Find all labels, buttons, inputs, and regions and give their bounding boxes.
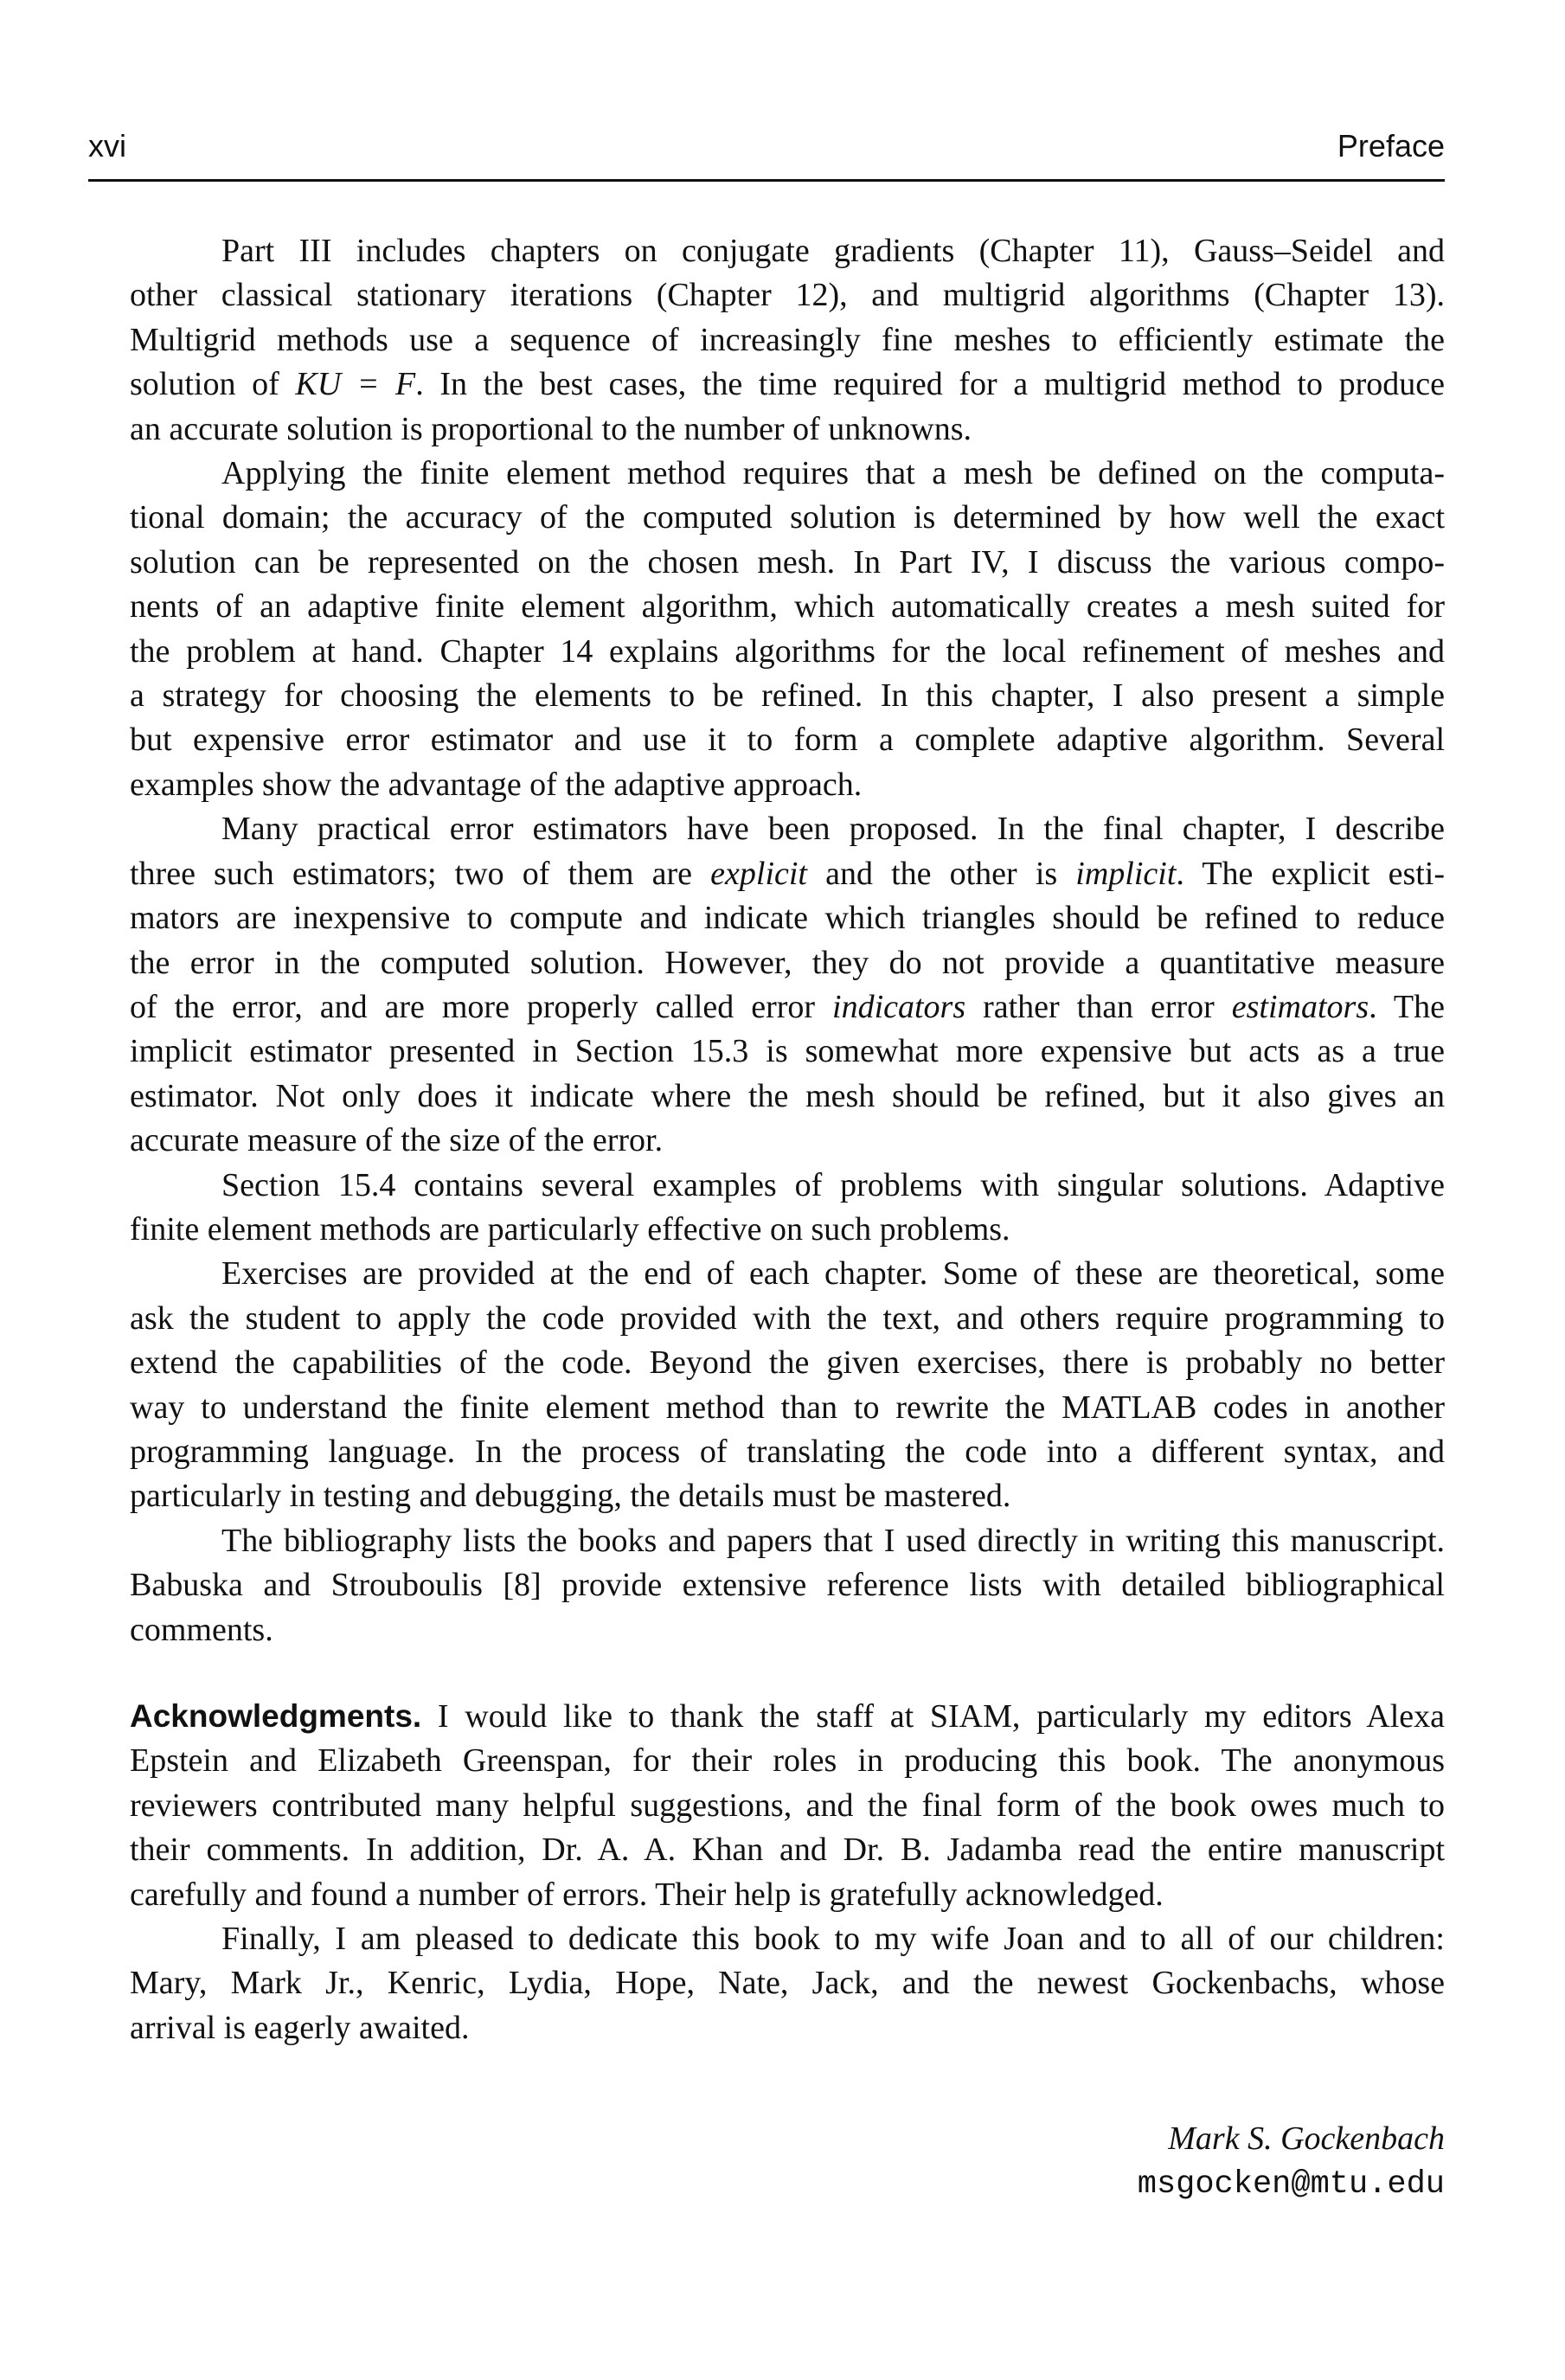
paragraph bbox=[130, 1519, 1445, 1652]
text-line: implicit estimator presented in Section 15.3 is somewhat more expensive but acts as a true bbox=[130, 1033, 1445, 1070]
text-line: the problem at hand. Chapter 14 explains algorithms for the local refinement of meshes and bbox=[130, 632, 1445, 670]
section-heading: Acknowledgments. bbox=[130, 1698, 422, 1734]
text-line bbox=[130, 852, 1445, 896]
text-span: of the error, and are more properly called error bbox=[130, 988, 833, 1025]
text-line: estimator. Not only does it indicate where the mesh should be refined, but it also gives an bbox=[130, 1077, 1445, 1114]
text-span: . The explicit esti- bbox=[1176, 855, 1446, 892]
text-line: carefully and found a number of errors. Their help is gratefully acknowledged. bbox=[130, 1876, 1164, 1913]
text-line: solution can be represented on the chosen mesh. In Part IV, I discuss the various compo- bbox=[130, 543, 1445, 581]
running-header: Preface bbox=[1337, 128, 1445, 164]
text-line: Epstein and Elizabeth Greenspan, for their roles in producing this book. The anonymous bbox=[130, 1742, 1445, 1780]
text-line: but expensive error estimator and use it to form a complete adaptive algorithm. Several bbox=[130, 722, 1445, 759]
text-line: comments. bbox=[130, 1611, 273, 1648]
text-line: Exercises are provided at the end of each chapter. Some of these are theoretical, some bbox=[221, 1255, 1445, 1293]
text-line: their comments. In addition, Dr. A. A. Khan and Dr. B. Jadamba read the entire manuscript bbox=[130, 1832, 1445, 1869]
text-line bbox=[130, 362, 1445, 407]
text-line: extend the capabilities of the code. Beyond the given exercises, there is probably no better bbox=[130, 1344, 1445, 1382]
text-span: three such estimators; two of them are bbox=[130, 855, 711, 892]
paragraph bbox=[130, 1917, 1445, 2050]
page-body bbox=[130, 229, 1445, 2208]
text-line: Mary, Mark Jr., Kenric, Lydia, Hope, Nate, Jack, and the newest Gockenbachs, whose bbox=[130, 1965, 1445, 2002]
paragraph bbox=[130, 452, 1445, 807]
text-line: examples show the advantage of the adaptive approach. bbox=[130, 766, 863, 803]
text-line: Applying the finite element method requires that a mesh be defined on the computa- bbox=[221, 455, 1445, 492]
text-span: and the other is bbox=[807, 855, 1076, 892]
text-line: tional domain; the accuracy of the computed solution is determined by how well the exact bbox=[130, 499, 1445, 536]
text-line: Finally, I am pleased to dedicate this book to my wife Joan and to all of our children: bbox=[221, 1921, 1445, 1958]
text-line: a strategy for choosing the elements to be refined. In this chapter, I also present a simple bbox=[130, 677, 1445, 715]
emphasis-text: indicators bbox=[832, 988, 966, 1025]
text-line: accurate measure of the size of the error. bbox=[130, 1122, 664, 1159]
text-line: finite element methods are particularly effective on such problems. bbox=[130, 1210, 1010, 1248]
page-number: xvi bbox=[88, 128, 126, 164]
author-name: Mark S. Gockenbach bbox=[1168, 2120, 1445, 2158]
text-line: way to understand the finite element method than to rewrite the MATLAB codes in another bbox=[130, 1389, 1445, 1426]
text-line: particularly in testing and debugging, the details must be mastered. bbox=[130, 1478, 1011, 1515]
text-line: the error in the computed solution. However, they do not provide a quantitative measure bbox=[130, 944, 1445, 981]
text-line: arrival is eagerly awaited. bbox=[130, 2009, 470, 2046]
text-span: . In the best cases, the time required for a multigrid method to produce bbox=[415, 366, 1445, 403]
text-line: programming language. In the process of translating the code into a different syntax, and bbox=[130, 1433, 1445, 1470]
text-line: mators are inexpensive to compute and indicate which triangles should be refined to reduce bbox=[130, 900, 1445, 937]
signature bbox=[130, 2116, 1445, 2208]
text-line: Many practical error estimators have been proposed. In the final chapter, I describe bbox=[221, 811, 1445, 848]
text-span: . The bbox=[1369, 988, 1445, 1025]
emphasis-text: estimators bbox=[1231, 988, 1369, 1025]
text-span: rather than error bbox=[965, 988, 1232, 1025]
emphasis-text: implicit bbox=[1075, 855, 1177, 892]
paragraph bbox=[130, 807, 1445, 1163]
text-span: I would like to thank the staff at SIAM, particularly my editors Alexa bbox=[421, 1698, 1445, 1735]
text-line bbox=[130, 985, 1445, 1030]
text-span: solution of bbox=[130, 366, 296, 403]
text-line: Section 15.4 contains several examples of problems with singular solutions. Adaptive bbox=[221, 1166, 1445, 1203]
text-line: reviewers contributed many helpful suggestions, and the final form of the book owes much to bbox=[130, 1787, 1445, 1824]
text-line: an accurate solution is proportional to the number of unknowns. bbox=[130, 410, 972, 447]
paragraph bbox=[130, 1252, 1445, 1518]
paragraph bbox=[130, 229, 1445, 452]
emphasis-text: KU = F bbox=[295, 366, 416, 403]
header-rule bbox=[88, 179, 1445, 182]
emphasis-text: explicit bbox=[710, 855, 807, 892]
paragraph bbox=[130, 1164, 1445, 1253]
acknowledgments-paragraph bbox=[130, 1694, 1445, 1917]
text-line: Part III includes chapters on conjugate gradients (Chapter 11), Gauss–Seidel and bbox=[221, 233, 1445, 269]
text-line: Babuska and Strouboulis [8] provide extensive reference lists with detailed bibliographical bbox=[130, 1567, 1445, 1604]
author-email: msgocken@mtu.edu bbox=[1137, 2166, 1445, 2204]
text-line: other classical stationary iterations (Chapter 12), and multigrid algorithms (Chapter 13). bbox=[130, 277, 1445, 314]
text-line: The bibliography lists the books and papers that I used directly in writing this manuscript. bbox=[221, 1522, 1445, 1559]
text-line: nents of an adaptive finite element algorithm, which automatically creates a mesh suited for bbox=[130, 588, 1445, 625]
text-line bbox=[130, 1694, 1445, 1739]
text-line: Multigrid methods use a sequence of increasingly fine meshes to efficiently estimate the bbox=[130, 321, 1445, 358]
text-line: ask the student to apply the code provided with the text, and others require programming to bbox=[130, 1299, 1445, 1337]
